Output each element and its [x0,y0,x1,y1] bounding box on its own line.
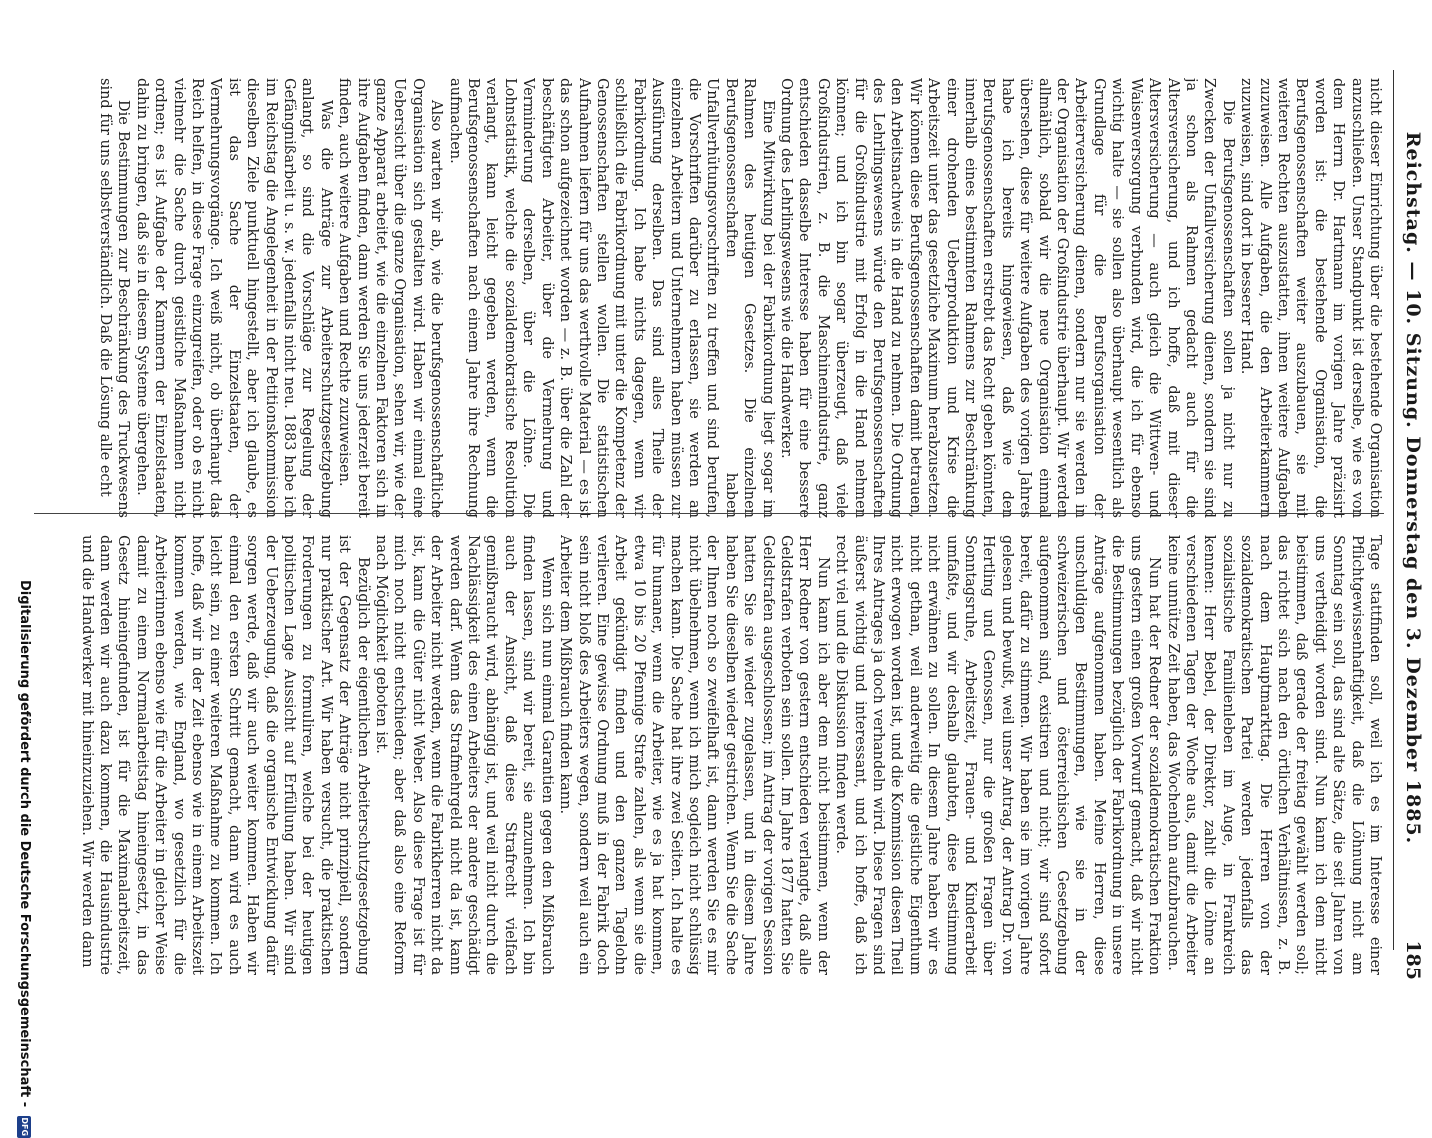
digitization-note [17,580,32,1137]
page-header: Reichstag. — 10. Sitzung. Donnerstag den 3. Dezember 1885. [1402,131,1424,845]
digitization-note-text: Digitalisierung gefördert durch die Deutsche Forschungsgemeinschaft - [17,580,32,1108]
page-number: 185 [1402,940,1424,980]
paragraph: Eine Mitwirkung bei der Fabrikordnung liegt sogar im Rahmen des heutigen Gesetzes. Die einzelnen Berufsgenossenschaften haben Unfallverhütungsvorschriften zu treffen und sind berufen, die Vorschriften darüber zu erlassen, sie werden an einzelnen Arbeitern und Unternehmern haben müssen zur Ausführung derselben. Das sind alles Theile der Fabrikordnung. Ich habe nichts dagegen, wenn wir schließlich die Fabrikordnung mit unter die Kompetenz der Genossenschaften stellen wollen. Die statistischen Aufnahmen liefern für uns das werthvolle Material — es ist das schon aufgezeichnet worden — z. B. über die Zahl der beschäftigten Arbeiter, über die Vermehrung und Verminderung derselben, über die Löhne. Die Lohnstatistik, welche die sozialdemokratische Resolution verlangt, kann leicht gegeben werden, wenn die Berufsgenossenschaften nach einem Jahre ihre Rechnung aufmachen. [446,78,776,518]
paragraph: Was die Anträge zur Arbeiterschutzgesetzgebung anlangt, so sind die Vorschläge zur Regelung der Gefängnißarbeit u. s. w. jedenfalls nicht neu. 1883 habe ich im Reichstag die Angelegenheit in der Petitionskommission dieselben Ziele punktuell hingestellt, aber ich glaube, es ist das Sache der Einzelstaaten, der Vermehrungsvorgänge. Ich weiß nicht, ob überhaupt das Reich helfen, in diese Frage einzugreifen, oder ob es nicht vielmehr die Sache durch geistliche Maßnahmen nicht ordnen; es ist Aufgabe der Kammern der Einzelstaaten, dahin zu bringen, daß sie in diesem Systeme übergehen. [133,78,334,518]
paragraph: Die Berufsgenossenschaften sollen ja nicht nur zu Zwecken der Unfallversicherung dienen, sondern sie sind ja schon als Rahmen gedacht auch für die Altersversicherung, und ich hoffe, daß mit dieser Altersversicherung — auch gleich die Wittwen- und Waisenversorgung verbunden wird, die ich für ebenso wichtig halte — sie sollen also überhaupt wesentlich als Grundlage für die Berufsorganisation der Arbeiterversicherung dienen, sondern nur sie werden in der Organisation der Großindustrie überhaupt. Wir werden allmählich, sobald wir die neue Organisation einmal übersehen, diese für weitere Aufgaben des vorigen Jahres habe ich bereits hingewiesen, daß wie den Berufsgenossenschaften erstrebt das Recht geben könnten, innerhalb eines bestimmten Rahmens zur Beschränkung einer drohenden Ueberproduktion und Krise die Arbeitszeit unter das gesetzliche Maximum herabzusetzen. Wir können diese Berufsgenossenschaften damit betrauen, den Arbeitsnachweis in die Hand zu nehmen. Die Ordnung des Lehrlingswesens würde den Berufsgenossenschaften für die Großindustrie mit Erfolg in die Hand nehmen können; und ich bin sogar überzeugt, daß viele Großindustrien, z. B. die Maschinenindustrie, ganz entschieden dasselbe Interesse haben für eine bessere Ordnung des Lehrlingswesens wie die Handwerker. [778,78,1236,518]
paragraph: Tage stattfinden soll, weil ich es im Interesse einer Pflichtgewissenhaftigkeit, daß die Löhnung nicht am Sonntag sein soll, das sind alte Sätze, die seit Jahren von uns vertheidigt worden sind. Nun kann ich dem nicht beistimmen, daß gerade der freitag gewählt werden soll; das richtet sich nach den örtlichen Verhältnissen, z. B. nach dem Hauptmarkttag. Die Herren von der sozialdemokratischen Partei werden jedenfalls das sozialistische Familienleben im Auge, in Frankreich kennen: Herr Bebel, der Direktor, zahlt die Löhne an verschiedenen Tagen der Woche aus, damit die Arbeiter keine unnütze Zeit haben, das Wochenlohn aufzubrauchen. [1164,535,1383,975]
paragraph: Also warten wir ab, wie die berufsgenossenschaftliche Organisation sich gestalten wird. Haben wir einmal eine Uebersicht über die ganze Organisation, sehen wir, wie der ganze Apparat arbeitet, wie die einzelnen Faktoren sich in ihre Aufgaben finden, dann werden Sie uns jederzeit bereit finden, auch weitere Aufgaben und Rechte zuzuweisen. [336,78,445,518]
header-rule [1393,70,1394,950]
left-column [34,78,1384,518]
column-divider [34,513,1384,514]
paragraph: Bezüglich der eigentlichen Arbeiterschutzgesetzgebung ist der Gegensatz der Anträge nicht prinzipiell, sondern nur praktischer Art. Wir haben versucht, die praktischen Forderungen zu formuliren, welche bei der heutigen politischen Lage Aussicht auf Erfüllung haben. Wir sind der Ueberzeugung, daß die organische Entwicklung dafür sorgen werde, daß wir auch weiter kommen. Haben wir einmal den ersten Schritt gemacht, dann wird es auch leicht sein, zu einer weiteren Maßnahme zu kommen. Ich hoffe, daß wir in der Zeit ebenso wie in einem Arbeitszeit kommen werden, wie England, wo gesetzlich für die Arbeiterinnen ebenso wie für die Arbeiter in gleicher Weise damit zu einem Normalarbeitstag hineingesetzt, in das Gesetz hineingefunden, ist für die Maximalarbeitszeit, dann werden wir auch dazu kommen, die Hausindustrie und die Handwerker mit hineinzuziehen. Wir werden dann [78,535,371,975]
paragraph: Nun kann ich aber dem nicht beistimmen, wenn der Herr Redner von gestern entschieden verlangte, daß alle Geldstrafen verboten sein sollen. Im Jahre 1877 hatten Sie Geldstrafen ausgeschlossen; im Antrag der vorigen Session hatten Sie sie wieder zugelassen, und in diesem Jahre haben Sie dieselben wieder gestrichen. Wenn Sie die Sache der Ihnen noch so zweifelhaft ist, dann werden Sie es mir nicht übelnehmen, wenn ich mich sogleich nicht schlüssig machen kann. Die Sache hat ihre zwei Seiten. Ich halte es für humaner, wenn die Arbeiter, wie es ja hat kommen, etwa 10 bis 20 Pfennige Strafe zahlen, als wenn sie die Arbeit gekündigt finden und den ganzen Tagelohn verlieren. Eine gewisse Ordnung muß in der Fabrik doch sein nicht bloß des Arbeiters wegen, sondern weil auch ein Arbeiter dem Mißbrauch finden kann. [557,535,831,975]
paragraph: Die Bestimmungen zur Beschränkung des Truckwesens sind für uns selbstverständlich. Daß die Lösung alle echt [96,78,132,518]
paragraph: Nun hat der Redner der sozialdemokratischen Fraktion uns gestern einen großen Vorwurf gemacht, daß wir nicht die Bestimmungen bezüglich der Fabrikordnung in unsere Anträge aufgenommen haben. Meine Herren, diese unschuldigen Bestimmungen, wie sie in der schweizerischen und österreichischen Gesetzgebung aufgenommen sind, existiren und nicht; wir sind sofort bereit, dafür zu stimmen. Wir haben sie im vorigen Jahre gelesen und bewußt, weil unser Antrag, der Antrag Dr. von Hertling und Genossen, nur die großen Fragen über Sonntagsruhe, Arbeitszeit, Frauen- und Kinderarbeit umfaßte, und wir deshalb glaubten, diese Bestimmung nicht erwähnen zu sollen. In diesem Jahre haben wir es nicht gethan, weil anderweitig die geistliche Eigenthum nicht erwogen worden ist, und die Kommission diesen Theil Ihres Antrages ja doch verhandeln wird. Diese Fragen sind äußerst wichtig und interessant, und ich hoffe, daß ich recht viel und die Diskussion finden werde. [833,535,1163,975]
right-column [34,535,1384,975]
dfg-logo-icon: DFG [18,1116,32,1138]
paragraph: Wenn sich nun einmal Garantien gegen den Mißbrauch finden lassen, sind wir bereit, sie anzunehmen. Ich bin auch der Ansicht, daß diese Strafrecht vielfach gemißbraucht wird, abhängig ist, und weil nicht durch die Nachlässigkeit des einen Arbeiters der andere geschädigt werden darf. Wenn das Strafmehrgeld nicht da ist, kann der Arbeiter nicht werden, wenn die Fabrikherren nicht da ist, kann die Güter nicht Weber. Also diese Frage ist für mich noch nicht entschieden; aber daß also eine Reform nach Möglichkeit geboten ist. [373,535,555,975]
paragraph: nicht dieser Einrichtung über die bestehende Organisation anzuschließen. Unser Standpunkt ist derselbe, wie es von dem Herrn Dr. Hartmann im vorigen Jahre präzisirt worden ist: die bestehende Organisation, die Berufsgenossenschaften weiter auszubauen, sie mit weiteren Rechten auszustatten, ihnen weitere Aufgaben zuzuweisen. Alle Aufgaben, die den Arbeiterkammern zuzuweisen, sind dort in besserer Hand. [1238,78,1383,518]
